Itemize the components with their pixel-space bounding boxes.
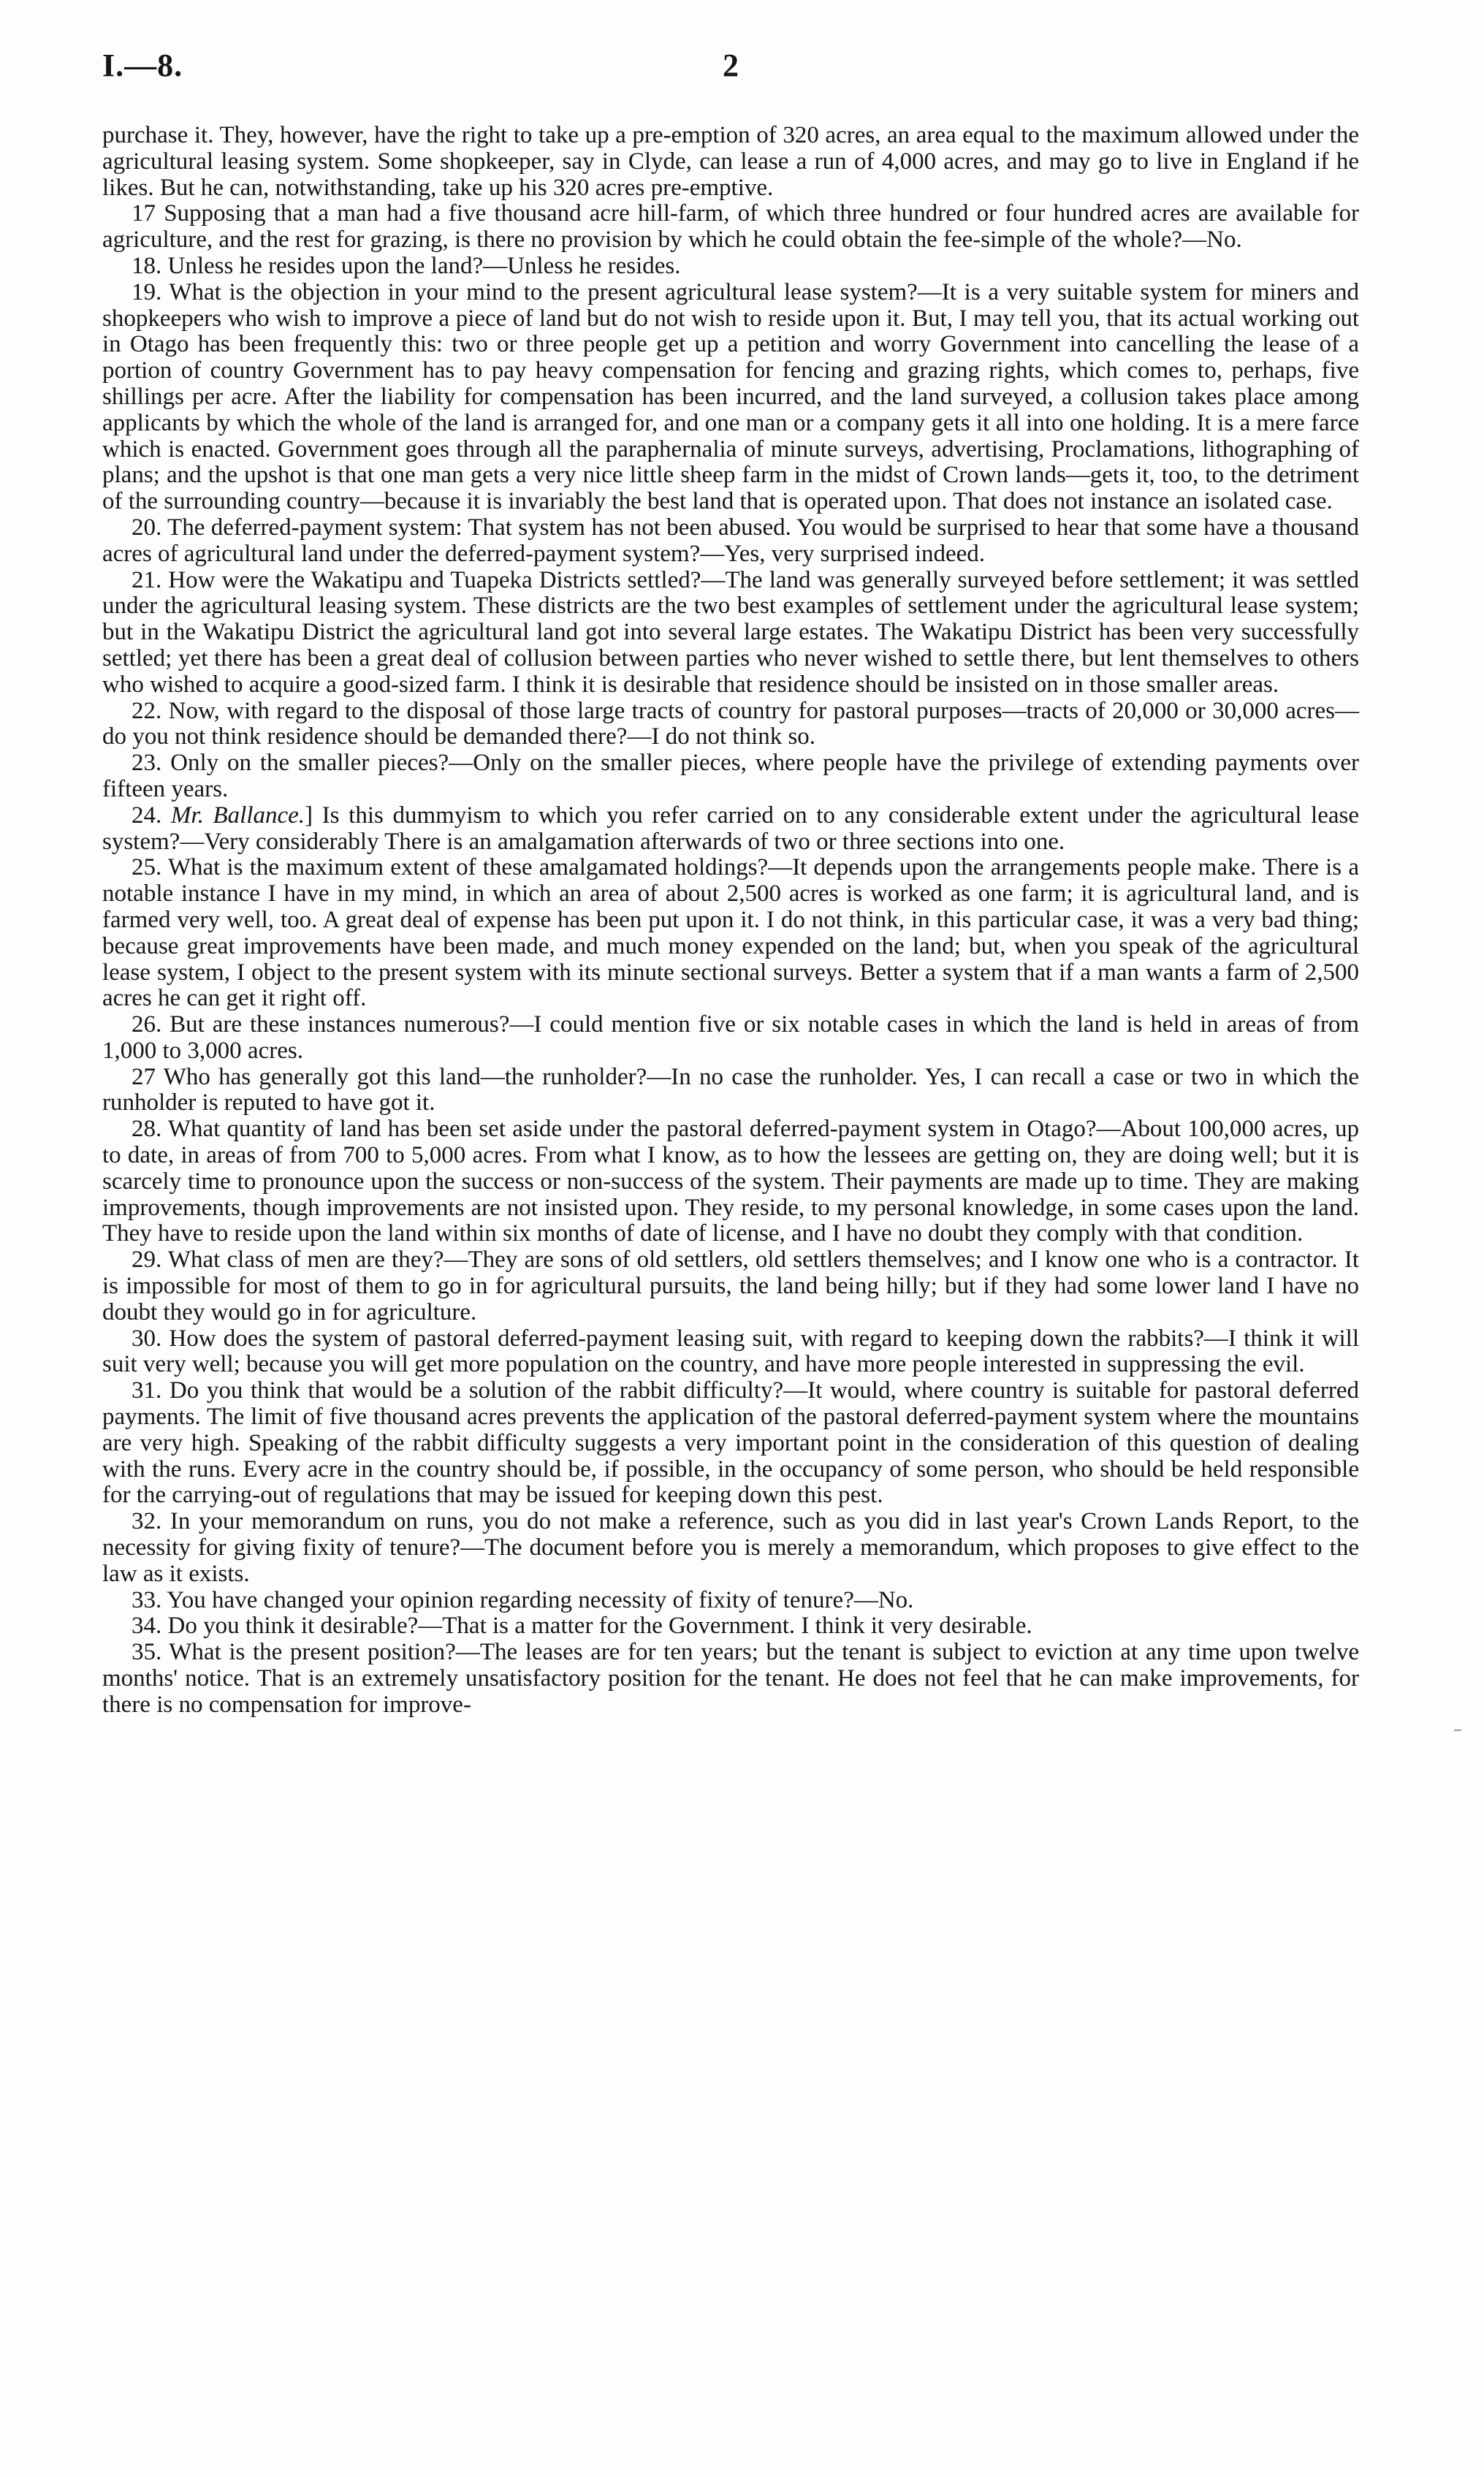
paragraph-q26: 26. But are these instances numerous?—I could mention five or six notable cases in which the land is held in areas of from 1,000 to 3,000 acres.	[102, 1011, 1359, 1064]
paragraph-q22: 22. Now, with regard to the disposal of those large tracts of country for pastoral purposes—tracts of 20,000 or 30,000 acres—do you not think residence should be demanded there?—I do not think so.	[102, 697, 1359, 750]
paragraph-q32: 32. In your memorandum on runs, you do not make a reference, such as you did in last year's Crown Lands Report, to the necessity for giving fixity of tenure?—The document before you is merely a memorandum, which proposes to give effect to the law as it exists.	[102, 1508, 1359, 1587]
paragraph-q19: 19. What is the objection in your mind to the present agricultural lease system?—It is a very suitable system for miners and shopkeepers who wish to improve a piece of land but do not wish to reside upon it. But, I may tell you, that its actual working out in Otago has been frequently this: two or three people get up a petition and worry Government into cancelling the lease of a portion of country Government has to pay heavy compensation for fencing and grazing rights, which comes to, perhaps, five shillings per acre. After the liability for compensation has been incurred, and the land surveyed, a collusion takes place among applicants by which the whole of the land is arranged for, and one man or a company gets it all into one holding. It is a mere farce which is enacted. Government goes through all the paraphernalia of minute surveys, advertising, Proclamations, lithographing of plans; and the upshot is that one man gets a very nice little sheep farm in the midst of Crown lands—gets it, too, to the detriment of the surrounding country—because it is invariably the best land that is operated upon. That does not instance an isolated case.	[102, 278, 1359, 515]
paragraph-q35: 35. What is the present position?—The leases are for ten years; but the tenant is subject to eviction at any time upon twelve months' notice. That is an extremely unsatisfactory position for the tenant. He does not feel that he can make improvements, for there is no compensation for improve-	[102, 1639, 1359, 1718]
paragraph-q27: 27 Who has generally got this land—the runholder?—In no case the runholder. Yes, I can recall a case or two in which the runholder is reputed to have got it.	[102, 1063, 1359, 1116]
paragraph-q23: 23. Only on the smaller pieces?—Only on the smaller pieces, where people have the privilege of extending payments over fifteen years.	[102, 750, 1359, 802]
paragraph-q33: 33. You have changed your opinion regarding necessity of fixity of tenure?—No.	[132, 1586, 914, 1613]
paragraph-q25: 25. What is the maximum extent of these amalgamated holdings?—It depends upon the arrangements people make. There is a notable instance I have in my mind, in which an area of about 2,500 acres is worked as one farm; it is agricultural land, and is farmed very well, too. A great deal of expense has been put upon it. I do not think, in this particular case, it was a very bad thing; because great improvements have been made, and much money expended on the land; but, when you speak of the agricultural lease system, I object to the present system with its minute sectional surveys. Better a system that if a man wants a farm of 2,500 acres he can get it right off.	[102, 854, 1359, 1012]
page-header	[102, 47, 1359, 91]
page-number: 2	[723, 47, 739, 83]
question-text: Is this dummyism to which you refer carried on to any considerable extent under the agricultural lease system?—Very considerably There is an amalgamation afterwards of two or three sections into one.	[102, 802, 1359, 855]
paragraph-q28: 28. What quantity of land has been set aside under the pastoral deferred-payment system in Otago?—About 100,000 acres, up to date, in areas of from 700 to 5,000 acres. From what I know, as to how the lessees are getting on, they are doing well; but it is scarcely time to pronounce upon the success or non-success of the system. Their payments are made up to time. They are making improvements, though improvements are not insisted upon. They reside, to my personal knowledge, in some cases upon the land. They have to reside upon the land within six months of date of license, and I have no doubt they comply with that condition.	[102, 1116, 1359, 1247]
paragraph-q21: 21. How were the Wakatipu and Tuapeka Districts settled?—The land was generally surveyed before settlement; it was settled under the agricultural leasing system. These districts are the two best examples of settlement under the agricultural lease system; but in the Wakatipu District the agricultural land got into several large estates. The Wakatipu District has been very successfully settled; yet there has been a great deal of collusion between parties who never wished to settle there, but lent themselves to others who wished to acquire a good-sized farm. I think it is desirable that residence should be insisted on in those smaller areas.	[102, 566, 1359, 698]
paragraph-q34: 34. Do you think it desirable?—That is a matter for the Government. I think it very desirable.	[132, 1613, 1032, 1640]
question-number: 24.	[132, 802, 162, 829]
paragraph-q18: 18. Unless he resides upon the land?—Unless he resides.	[132, 252, 681, 279]
paragraph-intro: purchase it. They, however, have the right to take up a pre-emption of 320 acres, an area equal to the maximum allowed under the agricultural leasing system. Some shopkeeper, say in Clyde, can lease a run of 4,000 acres, and may go to live in England if he likes. But he can, notwithstanding, take up his 320 acres pre-emptive.	[102, 122, 1359, 201]
body-text	[102, 123, 1359, 1719]
paragraph-q31: 31. Do you think that would be a solution of the rabbit difficulty?—It would, where country is suitable for pastoral deferred payments. The limit of five thousand acres prevents the application of the pastoral deferred-payment system where the mountains are very high. Speaking of the rabbit difficulty suggests a very important point in the consideration of this question of dealing with the runs. Every acre in the country should be, if possible, in the occupancy of some person, who should be held responsible for the carrying-out of regulations that may be issued for keeping down this pest.	[102, 1377, 1359, 1509]
document-reference: I.—8.	[102, 47, 183, 83]
paragraph-q29: 29. What class of men are they?—They are sons of old settlers, old settlers themselves; and I know one who is a contractor. It is impossible for most of them to go in for agricultural pursuits, the land being hilly; but if they had some lower land I have no doubt they would go in for agriculture.	[102, 1247, 1359, 1325]
paragraph-q20: 20. The deferred-payment system: That system has not been abused. You would be surprised to hear that some have a thousand acres of agricultural land under the deferred-payment system?—Yes, very surprised indeed.	[102, 514, 1359, 567]
paragraph-q24: 24. Mr. Ballance.] Is this dummyism to which you refer carried on to any considerable extent under the agricultural lease system?—Very considerably There is an amalgamation afterwards of two or three sections into one.	[102, 802, 1359, 855]
margin-mark	[1454, 1730, 1461, 1731]
paragraph-q30: 30. How does the system of pastoral deferred-payment leasing suit, with regard to keeping down the rabbits?—I think it will suit very well; because you will get more population on the country, and have more people interested in suppressing the evil.	[102, 1325, 1359, 1378]
speaker-name: Mr. Ballance.	[170, 802, 305, 829]
paragraph-q17: 17 Supposing that a man had a five thousand acre hill-farm, of which three hundred or four hundred acres are available for agriculture, and the rest for grazing, is there no provision by which he could obtain the fee-simple of the whole?—No.	[102, 200, 1359, 254]
